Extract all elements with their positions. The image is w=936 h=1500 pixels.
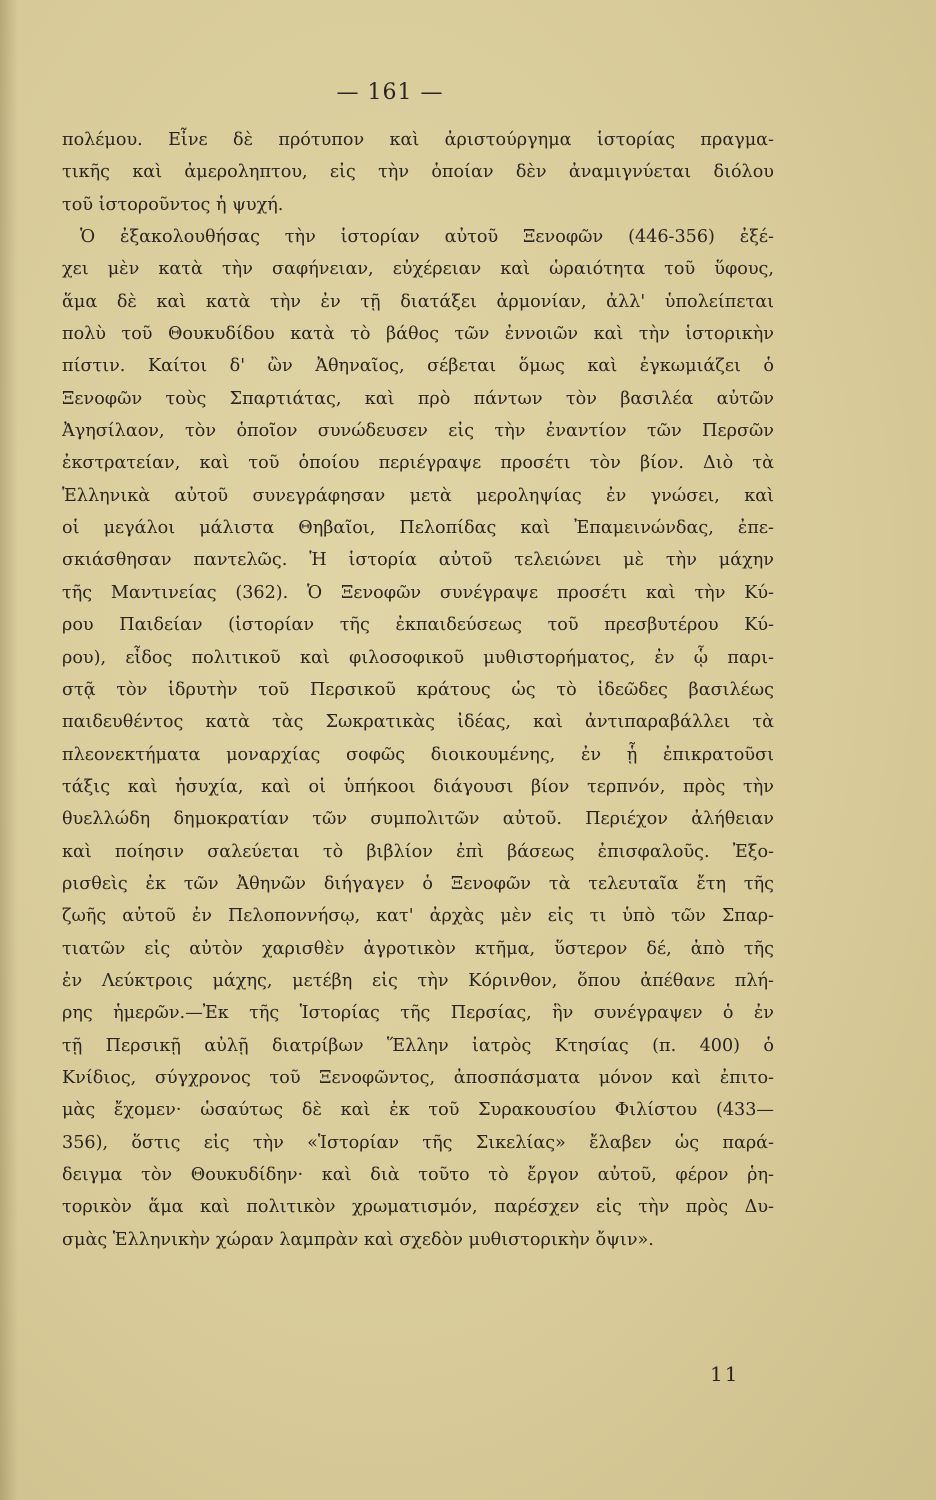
text-line: πολὺ τοῦ Θουκυδίδου κατὰ τὸ βάθος τῶν ἐννοιῶν καὶ τὴν ἱστορικὴν: [62, 324, 774, 345]
text-line: τῆς Μαντινείας (362). Ὁ Ξενοφῶν συνέγραψε προσέτι καὶ τὴν Κύ-: [62, 582, 774, 603]
text-line: τορικὸν ἅμα καὶ πολιτικὸν χρωματισμόν, παρέσχεν εἰς τὴν πρὸς Δυ-: [62, 1197, 774, 1218]
text-line: Ξενοφῶν τοὺς Σπαρτιάτας, καὶ πρὸ πάντων τὸν βασιλέα αὐτῶν: [62, 388, 774, 409]
text-line: ζωῆς αὐτοῦ ἐν Πελοποννήσῳ, κατ' ἀρχὰς μὲν εἰς τι ὑπὸ τῶν Σπαρ-: [62, 906, 774, 927]
text-line: χει μὲν κατὰ τὴν σαφήνειαν, εὐχέρειαν καὶ ὡραιότητα τοῦ ὕφους,: [62, 259, 774, 280]
signature-mark: 11: [710, 1362, 740, 1386]
text-line: ρης ἡμερῶν.—Ἐκ τῆς Ἱστορίας τῆς Περσίας, ἣν συνέγραψεν ὁ ἐν: [62, 1003, 774, 1024]
text-line: Κνίδιος, σύγχρονος τοῦ Ξενοφῶντος, ἀποσπάσματα μόνον καὶ ἐπιτο-: [62, 1067, 774, 1088]
text-line: τιατῶν εἰς αὐτὸν χαρισθὲν ἀγροτικὸν κτῆμα, ὕστερον δέ, ἀπὸ τῆς: [62, 938, 774, 959]
text-line: πίστιν. Καίτοι δ' ὢν Ἀθηναῖος, σέβεται ὅμως καὶ ἐγκωμιάζει ὁ: [62, 356, 774, 377]
text-line: οἱ μεγάλοι μάλιστα Θηβαῖοι, Πελοπίδας καὶ Ἐπαμεινώνδας, ἐπε-: [62, 518, 774, 539]
text-line: σκιάσθησαν παντελῶς. Ἡ ἱστορία αὐτοῦ τελειώνει μὲ τὴν μάχην: [62, 550, 774, 571]
body-text: [62, 124, 774, 1256]
text-line: τοῦ ἱστοροῦντος ἡ ψυχή.: [62, 194, 284, 215]
text-line: θυελλώδη δημοκρατίαν τῶν συμπολιτῶν αὐτοῦ. Περιέχον ἀλήθειαν: [62, 809, 774, 830]
text-line: πλεονεκτήματα μοναρχίας σοφῶς διοικουμένης, ἐν ᾗ ἐπικρατοῦσι: [62, 744, 774, 765]
page-edge-shadow: [0, 0, 18, 1500]
text-line: τικῆς καὶ ἀμεροληπτου, εἰς τὴν ὁποίαν δὲν ἀναμιγνύεται διόλου: [62, 162, 774, 183]
text-line: πολέμου. Εἶνε δὲ πρότυπον καὶ ἀριστούργημα ἱστορίας πραγμα-: [62, 130, 774, 150]
text-line: στᾷ τὸν ἱδρυτὴν τοῦ Περσικοῦ κράτους ὡς τὸ ἰδεῶδες βασιλέως: [62, 679, 774, 700]
text-line: 356), ὅστις εἰς τὴν «Ἱστορίαν τῆς Σικελίας» ἔλαβεν ὡς παρά-: [62, 1132, 774, 1153]
text-line: Ὁ ἐξακολουθήσας τὴν ἱστορίαν αὐτοῦ Ξενοφῶν (446-356) ἐξέ-: [80, 227, 774, 248]
text-line: τάξις καὶ ἡσυχία, καὶ οἱ ὑπήκοοι διάγουσι βίον τερπνόν, πρὸς τὴν: [62, 776, 774, 797]
text-line: Ἑλληνικὰ αὐτοῦ συνεγράφησαν μετὰ μεροληψίας ἐν γνώσει, καὶ: [62, 485, 774, 506]
text-line: ρισθεὶς ἐκ τῶν Ἀθηνῶν διήγαγεν ὁ Ξενοφῶν τὰ τελευταῖα ἔτη τῆς: [62, 873, 774, 894]
text-line: ρου Παιδείαν (ἱστορίαν τῆς ἐκπαιδεύσεως τοῦ πρεσβυτέρου Κύ-: [62, 615, 774, 636]
text-line: σμὰς Ἑλληνικὴν χώραν λαμπρὰν καὶ σχεδὸν μυθιστορικὴν ὄψιν».: [62, 1229, 654, 1250]
text-line: Ἀγησίλαον, τὸν ὁποῖον συνώδευσεν εἰς τὴν ἐναντίον τῶν Περσῶν: [62, 421, 774, 442]
text-line: τῇ Περσικῇ αὐλῇ διατρίβων Ἕλλην ἰατρὸς Κτησίας (π. 400) ὁ: [62, 1035, 774, 1056]
text-line: ρου), εἶδος πολιτικοῦ καὶ φιλοσοφικοῦ μυθιστορήματος, ἐν ᾧ παρι-: [62, 647, 774, 668]
text-line: ἅμα δὲ καὶ κατὰ τὴν ἐν τῇ διατάξει ἁρμονίαν, ἀλλ' ὑπολείπεται: [62, 291, 774, 312]
page-number: — 161 —: [336, 80, 444, 105]
text-line: ἐν Λεύκτροις μάχης, μετέβη εἰς τὴν Κόρινθον, ὅπου ἀπέθανε πλή-: [62, 970, 774, 991]
text-line: μὰς ἔχομεν· ὡσαύτως δὲ καὶ ἐκ τοῦ Συρακουσίου Φιλίστου (433—: [62, 1100, 774, 1121]
text-line: δειγμα τὸν Θουκυδίδην· καὶ διὰ τοῦτο τὸ ἔργον αὐτοῦ, φέρον ῥη-: [62, 1165, 774, 1185]
text-line: παιδευθέντος κατὰ τὰς Σωκρατικὰς ἰδέας, καὶ ἀντιπαραβάλλει τὰ: [62, 712, 774, 733]
text-line: καὶ ποίησιν σαλεύεται τὸ βιβλίον ἐπὶ βάσεως ἐπισφαλοῦς. Ἐξο-: [62, 841, 774, 862]
text-line: ἐκστρατείαν, καὶ τοῦ ὁποίου περιέγραψε προσέτι τὸν βίον. Διὸ τὰ: [62, 453, 774, 474]
